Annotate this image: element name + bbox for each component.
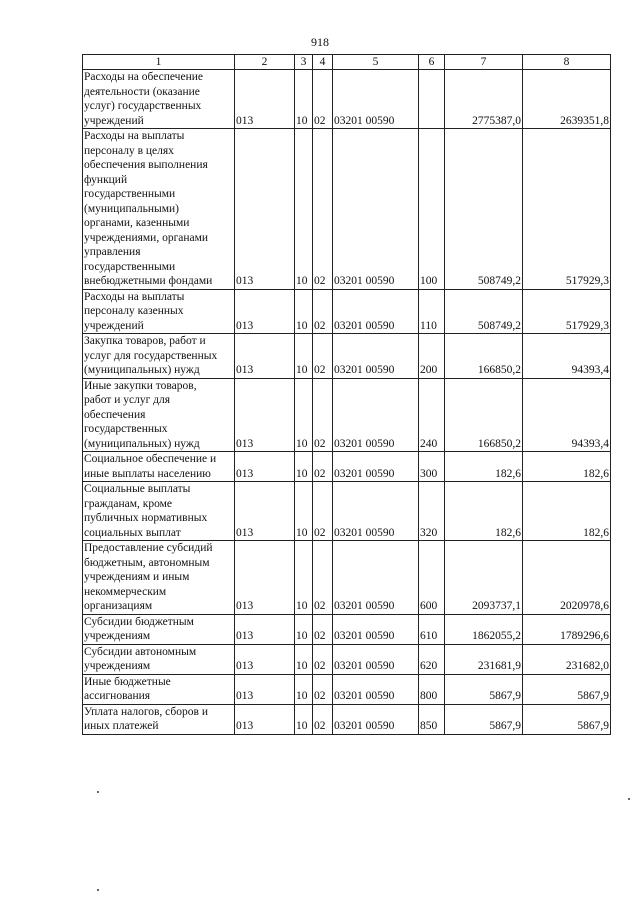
amount-cell: 508749,2 — [445, 289, 523, 334]
expense-name-line: Социальное обеспечение и — [84, 453, 217, 465]
code-cell: 013 — [235, 674, 295, 704]
expense-name-line: внебюджетными фондами — [84, 275, 213, 287]
expense-name-line: государственными — [84, 260, 176, 273]
amount-cell: 231681,9 — [445, 644, 523, 674]
expense-name-line: Субсидии автономным — [84, 645, 197, 658]
subsection-cell: 02 — [313, 289, 333, 334]
expense-name-cell — [83, 644, 235, 674]
expense-name-line: публичных нормативных — [84, 512, 208, 524]
table-row — [83, 482, 611, 541]
subsection-cell: 02 — [313, 70, 333, 129]
amount-cell: 182,6 — [523, 452, 611, 482]
expense-name-cell — [83, 129, 235, 290]
target-article-cell: 03201 00590 — [333, 644, 419, 674]
expense-type-cell: 600 — [419, 541, 445, 615]
expense-name-line: услуг для государственных — [84, 349, 218, 362]
expense-name-line: персоналу казенных — [84, 305, 184, 317]
expense-name-line: некоммерческим — [84, 585, 167, 598]
target-article-cell: 03201 00590 — [333, 70, 419, 129]
subsection-cell: 02 — [313, 334, 333, 379]
table-row — [83, 289, 611, 334]
table-row — [83, 644, 611, 674]
subsection-cell: 02 — [313, 378, 333, 452]
expense-name-line: учреждениям и иным — [84, 571, 190, 583]
amount-cell: 94393,4 — [523, 334, 611, 379]
expense-name-line: учреждениям — [84, 630, 151, 642]
budget-table-body — [83, 55, 611, 735]
target-article-cell: 03201 00590 — [333, 674, 419, 704]
table-row — [83, 704, 611, 734]
expense-name-line: государственных — [84, 423, 168, 435]
section-cell: 10 — [295, 289, 313, 334]
section-cell: 10 — [295, 644, 313, 674]
subsection-cell: 02 — [313, 674, 333, 704]
expense-name-line: организациям — [84, 600, 153, 612]
section-cell: 10 — [295, 704, 313, 734]
subsection-cell: 02 — [313, 541, 333, 615]
scan-speck — [97, 791, 99, 793]
section-cell: 10 — [295, 674, 313, 704]
table-row — [83, 129, 611, 290]
expense-name-line: управления — [84, 246, 141, 258]
target-article-cell: 03201 00590 — [333, 452, 419, 482]
expense-name-line: социальных выплат — [84, 526, 181, 539]
target-article-cell: 03201 00590 — [333, 541, 419, 615]
code-cell: 013 — [235, 334, 295, 379]
expense-name-line: Расходы на выплаты — [84, 130, 185, 142]
subsection-cell: 02 — [313, 482, 333, 541]
section-cell: 10 — [295, 334, 313, 379]
expense-name-line: Иные бюджетные — [84, 675, 171, 688]
column-header: 1 — [83, 55, 235, 70]
amount-cell: 5867,9 — [445, 674, 523, 704]
amount-cell: 1862055,2 — [445, 614, 523, 644]
expense-type-cell — [419, 70, 445, 129]
table-row — [83, 541, 611, 615]
code-cell: 013 — [235, 614, 295, 644]
expense-name-cell — [83, 704, 235, 734]
expense-name-cell — [83, 378, 235, 452]
section-cell: 10 — [295, 541, 313, 615]
expense-name-cell — [83, 452, 235, 482]
column-header: 4 — [313, 55, 333, 70]
expense-name-line: Субсидии бюджетным — [84, 615, 194, 628]
section-cell: 10 — [295, 614, 313, 644]
amount-cell: 5867,9 — [523, 674, 611, 704]
expense-type-cell: 100 — [419, 129, 445, 290]
expense-name-line: учреждениям — [84, 660, 151, 672]
expense-name-cell — [83, 614, 235, 644]
scan-speck — [97, 889, 99, 891]
expense-name-line: обеспечения выполнения — [84, 159, 208, 171]
expense-name-cell — [83, 541, 235, 615]
expense-type-cell: 300 — [419, 452, 445, 482]
expense-name-cell — [83, 482, 235, 541]
table-row — [83, 452, 611, 482]
subsection-cell: 02 — [313, 129, 333, 290]
expense-name-line: функций — [84, 173, 128, 186]
expense-name-cell — [83, 334, 235, 379]
expense-name-line: учреждениями, органами — [84, 231, 209, 244]
expense-name-line: учреждений — [84, 319, 144, 332]
column-header: 5 — [333, 55, 419, 70]
column-header: 3 — [295, 55, 313, 70]
expense-name-line: деятельности (оказание — [84, 85, 200, 98]
expense-type-cell: 240 — [419, 378, 445, 452]
code-cell: 013 — [235, 129, 295, 290]
target-article-cell: 03201 00590 — [333, 482, 419, 541]
table-row — [83, 614, 611, 644]
section-cell: 10 — [295, 452, 313, 482]
expense-type-cell: 200 — [419, 334, 445, 379]
expense-name-line: персоналу в целях — [84, 144, 174, 157]
amount-cell: 508749,2 — [445, 129, 523, 290]
amount-cell: 94393,4 — [523, 378, 611, 452]
table-row — [83, 334, 611, 379]
table-row — [83, 70, 611, 129]
expense-name-line: Расходы на выплаты — [84, 290, 185, 303]
expense-name-cell — [83, 70, 235, 129]
expense-name-line: учреждений — [84, 114, 144, 127]
expense-name-line: работ и услуг для — [84, 394, 171, 406]
expense-name-cell — [83, 674, 235, 704]
expense-name-line: (муниципальными) — [84, 202, 179, 215]
target-article-cell: 03201 00590 — [333, 614, 419, 644]
column-header: 6 — [419, 55, 445, 70]
amount-cell: 2775387,0 — [445, 70, 523, 129]
expense-type-cell: 320 — [419, 482, 445, 541]
amount-cell: 517929,3 — [523, 289, 611, 334]
code-cell: 013 — [235, 452, 295, 482]
section-cell: 10 — [295, 482, 313, 541]
expense-name-line: ассигнования — [84, 690, 151, 702]
target-article-cell: 03201 00590 — [333, 704, 419, 734]
target-article-cell: 03201 00590 — [333, 129, 419, 290]
expense-name-line: иные выплаты населению — [84, 467, 211, 480]
amount-cell: 5867,9 — [523, 704, 611, 734]
expense-type-cell: 110 — [419, 289, 445, 334]
section-cell: 10 — [295, 378, 313, 452]
expense-name-line: Предоставление субсидий — [84, 542, 213, 554]
column-header: 7 — [445, 55, 523, 70]
target-article-cell: 03201 00590 — [333, 378, 419, 452]
column-header: 8 — [523, 55, 611, 70]
expense-name-line: иных платежей — [84, 720, 159, 732]
table-row — [83, 674, 611, 704]
amount-cell: 5867,9 — [445, 704, 523, 734]
expense-name-line: (муниципальных) нужд — [84, 437, 200, 450]
scan-speck — [628, 798, 630, 800]
amount-cell: 1789296,6 — [523, 614, 611, 644]
code-cell: 013 — [235, 541, 295, 615]
subsection-cell: 02 — [313, 704, 333, 734]
expense-name-line: государственными — [84, 188, 176, 200]
table-row — [83, 378, 611, 452]
amount-cell: 2020978,6 — [523, 541, 611, 615]
expense-type-cell: 610 — [419, 614, 445, 644]
expense-name-line: органами, казенными — [84, 217, 190, 229]
section-cell: 10 — [295, 129, 313, 290]
amount-cell: 517929,3 — [523, 129, 611, 290]
amount-cell: 182,6 — [445, 452, 523, 482]
amount-cell: 2639351,8 — [523, 70, 611, 129]
expense-name-line: Расходы на обеспечение — [84, 71, 203, 83]
column-header: 2 — [235, 55, 295, 70]
expense-type-cell: 850 — [419, 704, 445, 734]
page-number: 918 — [311, 35, 329, 49]
subsection-cell: 02 — [313, 644, 333, 674]
expense-type-cell: 800 — [419, 674, 445, 704]
expense-name-line: бюджетным, автономным — [84, 556, 210, 569]
expense-name-line: Уплата налогов, сборов и — [84, 705, 208, 718]
expense-name-line: обеспечения — [84, 408, 146, 421]
section-cell: 10 — [295, 70, 313, 129]
code-cell: 013 — [235, 644, 295, 674]
code-cell: 013 — [235, 704, 295, 734]
code-cell: 013 — [235, 289, 295, 334]
amount-cell: 166850,2 — [445, 334, 523, 379]
expense-type-cell: 620 — [419, 644, 445, 674]
code-cell: 013 — [235, 482, 295, 541]
amount-cell: 231682,0 — [523, 644, 611, 674]
budget-table — [82, 54, 611, 735]
expense-name-line: услуг) государственных — [84, 100, 202, 112]
amount-cell: 2093737,1 — [445, 541, 523, 615]
subsection-cell: 02 — [313, 452, 333, 482]
expense-name-line: Иные закупки товаров, — [84, 379, 197, 392]
target-article-cell: 03201 00590 — [333, 334, 419, 379]
expense-name-line: Закупка товаров, работ и — [84, 335, 206, 347]
target-article-cell: 03201 00590 — [333, 289, 419, 334]
subsection-cell: 02 — [313, 614, 333, 644]
expense-name-cell — [83, 289, 235, 334]
amount-cell: 182,6 — [523, 482, 611, 541]
expense-name-line: Социальные выплаты — [84, 483, 191, 495]
expense-name-line: (муниципальных) нужд — [84, 364, 200, 376]
amount-cell: 166850,2 — [445, 378, 523, 452]
code-cell: 013 — [235, 70, 295, 129]
code-cell: 013 — [235, 378, 295, 452]
amount-cell: 182,6 — [445, 482, 523, 541]
expense-name-line: гражданам, кроме — [84, 497, 173, 510]
table-header-row — [83, 55, 611, 70]
